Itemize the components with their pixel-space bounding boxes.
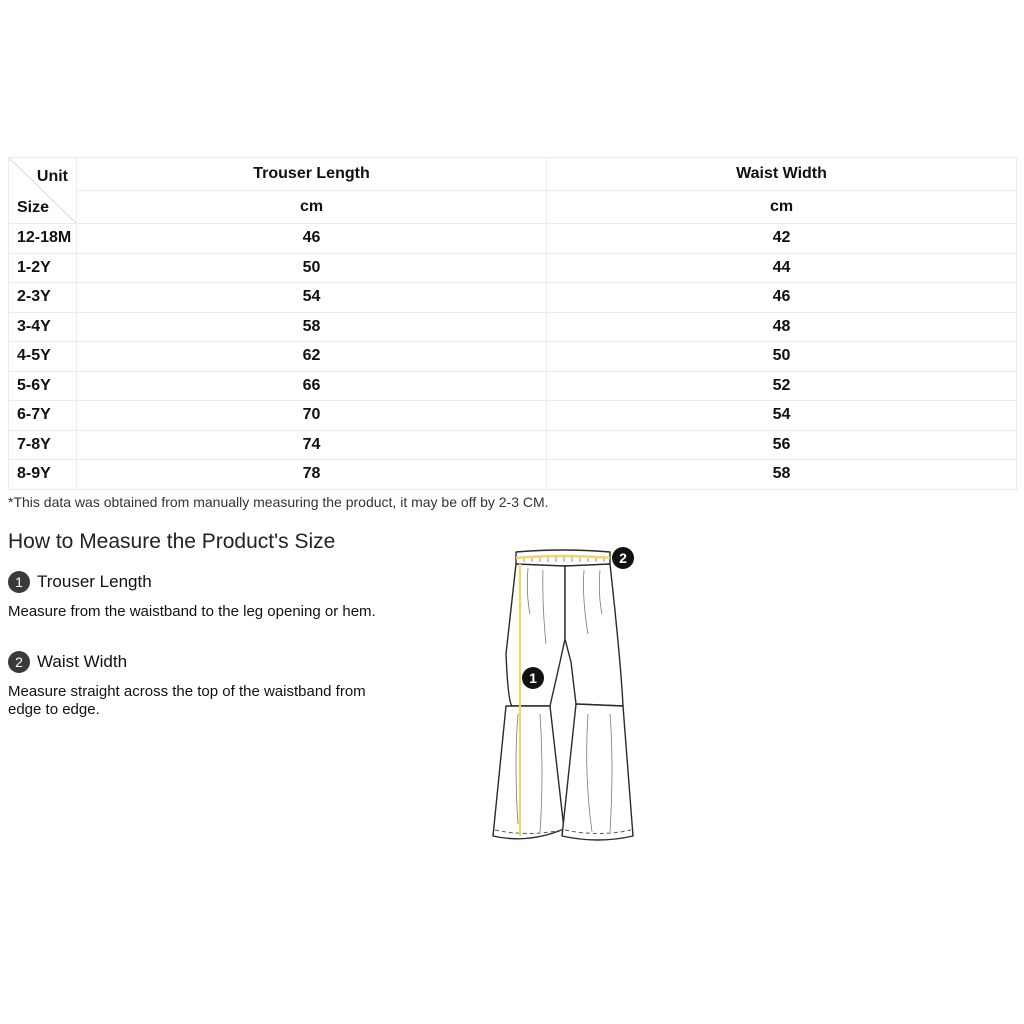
unit-trouser-length: cm [77, 191, 547, 224]
length-cell: 46 [77, 224, 547, 254]
trousers-outline [493, 550, 633, 840]
measurement-note: *This data was obtained from manually measuring the product, it may be off by 2-3 CM. [8, 494, 549, 510]
marker-2 [612, 547, 634, 569]
table-row [9, 253, 1017, 283]
length-cell: 78 [77, 460, 547, 490]
table-unit-row [9, 191, 1017, 224]
step-title: Waist Width [37, 652, 128, 671]
waist-cell: 58 [547, 460, 1017, 490]
waist-cell: 48 [547, 312, 1017, 342]
waist-cell: 44 [547, 253, 1017, 283]
marker-1-label: 1 [529, 670, 537, 686]
waist-cell: 46 [547, 283, 1017, 313]
size-cell: 12-18M [9, 224, 77, 254]
size-cell: 2-3Y [9, 283, 77, 313]
table-row [9, 342, 1017, 372]
length-cell: 74 [77, 430, 547, 460]
step-description: Measure from the waistband to the leg opening or hem. [8, 603, 376, 620]
marker-2-label: 2 [619, 550, 627, 566]
step-number-badge: 2 [8, 651, 30, 673]
size-cell: 1-2Y [9, 253, 77, 283]
length-cell: 58 [77, 312, 547, 342]
waist-cell: 50 [547, 342, 1017, 372]
column-header-waist-width: Waist Width [547, 158, 1017, 191]
step-title: Trouser Length [37, 572, 152, 591]
table-row [9, 401, 1017, 431]
howto-title: How to Measure the Product's Size [8, 530, 336, 553]
trousers-diagram [488, 544, 638, 849]
unit-label: Unit [36, 168, 68, 185]
step-waist-width [8, 651, 378, 719]
waist-cell: 56 [547, 430, 1017, 460]
length-cell: 66 [77, 371, 547, 401]
table-header-row [9, 158, 1017, 191]
size-cell: 3-4Y [9, 312, 77, 342]
table-row [9, 312, 1017, 342]
unit-size-corner-cell [9, 158, 77, 224]
size-cell: 7-8Y [9, 430, 77, 460]
step-trouser-length [8, 571, 378, 621]
unit-waist-width: cm [547, 191, 1017, 224]
waist-cell: 52 [547, 371, 1017, 401]
waist-cell: 54 [547, 401, 1017, 431]
length-cell: 70 [77, 401, 547, 431]
table-row [9, 460, 1017, 490]
size-cell: 8-9Y [9, 460, 77, 490]
waist-cell: 42 [547, 224, 1017, 254]
length-cell: 62 [77, 342, 547, 372]
column-header-trouser-length: Trouser Length [77, 158, 547, 191]
table-row [9, 371, 1017, 401]
size-cell: 4-5Y [9, 342, 77, 372]
table-row [9, 430, 1017, 460]
size-cell: 5-6Y [9, 371, 77, 401]
length-cell: 54 [77, 283, 547, 313]
size-cell: 6-7Y [9, 401, 77, 431]
length-cell: 50 [77, 253, 547, 283]
size-label: Size [17, 199, 50, 216]
step-description: Measure straight across the top of the waistband from edge to edge. [8, 683, 366, 718]
table-row [9, 283, 1017, 313]
marker-1 [522, 667, 544, 689]
size-table [8, 157, 1017, 490]
table-row [9, 224, 1017, 254]
step-number-badge: 1 [8, 571, 30, 593]
